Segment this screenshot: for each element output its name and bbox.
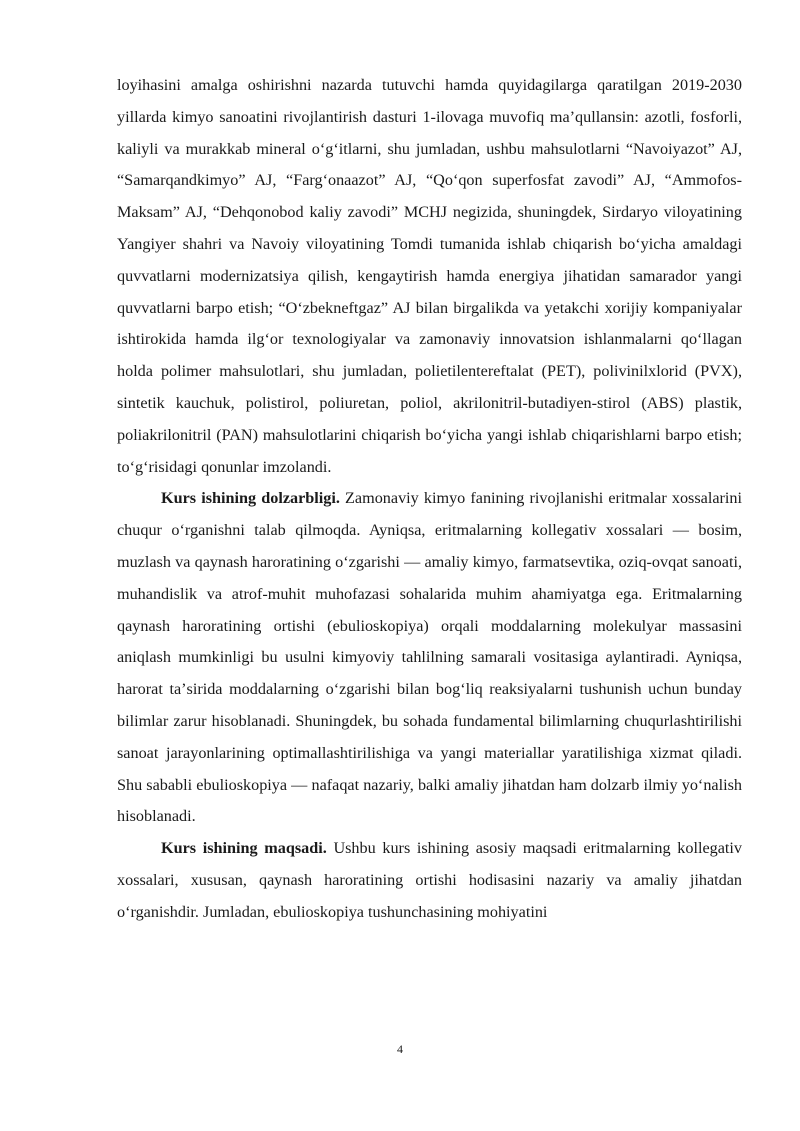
paragraph-dastur xyxy=(117,70,742,483)
paragraph-text: loyihasini amalga oshirishni nazarda tutuvchi hamda quyidagilarga qaratilgan 2019-2030 yillarda kimyo sanoatini rivojlantirish dasturi 1-ilovaga muvofiq maʼqullansin: azotli, fosforli, kaliyli va murakkab mineral oʻgʻitlarni, shu jumladan, ushbu mahsulotlarni “Navoiyazot” AJ, “Samarqandkimyo” AJ, “Fargʻonaazot” AJ, “Qoʻqon superfosfat zavodi” AJ, “Ammofos-Maksam” AJ, “Dehqonobod kaliy zavodi” MCHJ negizida, shuningdek, Sirdaryo viloyatining Yangiyer shahri va Navoiy viloyatining Tomdi tumanida ishlab chiqarish boʻyicha amaldagi quvvatlarni modernizatsiya qilish, kengaytirish hamda energiya jihatidan samarador yangi quvvatlarni barpo etish; “Oʻzbekneftgaz” AJ bilan birgalikda va yetakchi xorijiy kompaniyalar ishtirokida hamda ilgʻor texnologiyalar va zamonaviy innovatsion ishlanmalarni qoʻllagan holda polimer mahsulotlari, shu jumladan, polietilentereftalat (PET), polivinilxlorid (PVX), sintetik kauchuk, polistirol, poliuretan, poliol, akrilonitril-butadiyen-stirol (ABS) plastik, poliakrilonitril (PAN) mahsulotlarini chiqarish boʻyicha yangi ishlab chiqarishlarni barpo etish; toʻgʻrisidagi qonunlar imzolandi. xyxy=(117,76,742,476)
paragraph-text: Ushbu kurs ishining asosiy maqsadi eritmalarning kollegativ xossalari, xususan, qaynash haroratining ortishi hodisasini nazariy va amaliy jihatdan oʻrganishdir. Jumladan, ebulioskopiya tushunchasining mohiyatini xyxy=(117,839,742,921)
page-number: 4 xyxy=(397,1042,403,1056)
paragraph-text: Zamonaviy kimyo fanining rivojlanishi eritmalar xossalarini chuqur oʻrganishni talab qilmoqda. Ayniqsa, eritmalarning kollegativ xossalari — bosim, muzlash va qaynash haroratining oʻzgarishi — amaliy kimyo, farmatsevtika, oziq-ovqat sanoati, muhandislik va atrof-muhit muhofazasi sohalarida muhim ahamiyatga ega. Eritmalarning qaynash haroratining ortishi (ebulioskopiya) orqali moddalarning molekulyar massasini aniqlash mumkinligi bu usulni kimyoviy tahlilning samarali vositasiga aylantiradi. Ayniqsa, harorat taʼsirida moddalarning oʻzgarishi bilan bogʻliq reaksiyalarni tushunish uchun bunday bilimlar zarur hisoblanadi. Shuningdek, bu sohada fundamental bilimlarning chuqurlashtirilishi sanoat jarayonlarining optimallashtirilishiga va yangi materiallar yaratilishiga xizmat qiladi. Shu sababli ebulioskopiya — nafaqat nazariy, balki amaliy jihatdan ham dolzarb ilmiy yoʻnalish hisoblanadi. xyxy=(117,489,742,826)
document-page xyxy=(117,70,742,929)
section-heading-dolzarblik: Kurs ishining dolzarbligi. xyxy=(161,489,340,508)
paragraph-maqsad xyxy=(117,833,742,928)
section-heading-maqsad: Kurs ishining maqsadi. xyxy=(161,839,327,858)
paragraph-dolzarblik xyxy=(117,483,742,833)
